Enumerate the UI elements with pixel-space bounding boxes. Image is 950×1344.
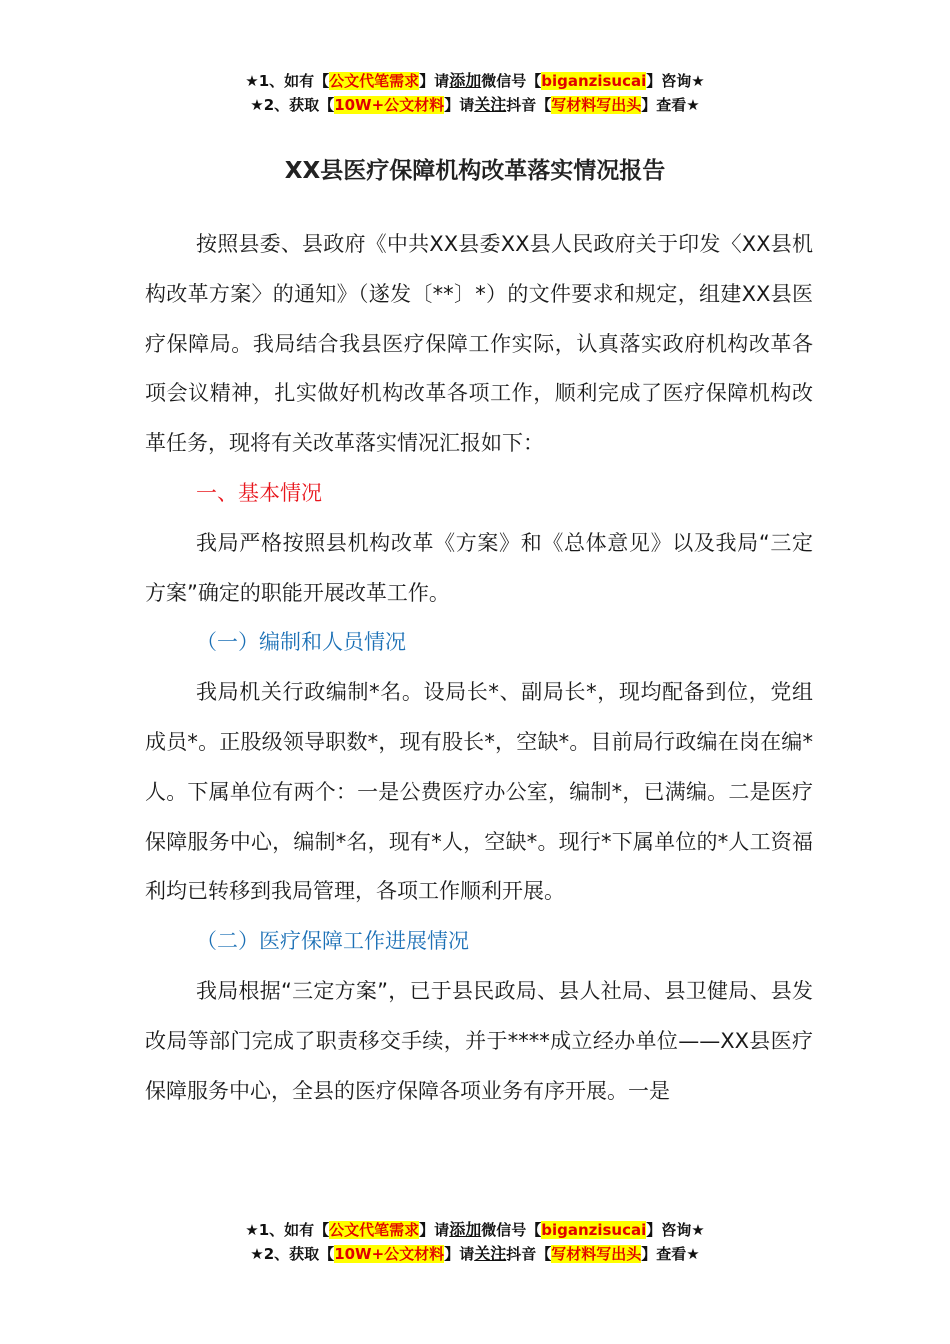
notice-line-2: ★2、获取【10W+公文材料】请关注抖音【写材料写出头】查看★ [250, 1244, 700, 1263]
section-heading: 一、基本情况 [196, 480, 322, 505]
highlight-douyin: 写材料写出头 [551, 1245, 642, 1263]
highlight-service: 公文代笔需求 [329, 72, 420, 90]
notice-line-2: ★2、获取【10W+公文材料】请关注抖音【写材料写出头】查看★ [250, 95, 700, 114]
notice-line-1: ★1、如有【公文代笔需求】请添加微信号【biganzisucai】咨询★ [245, 71, 705, 90]
intro-paragraph: 按照县委、县政府《中共XX县委XX县人民政府关于印发〈XX县机构改革方案〉的通知》（遂发〔**〕*）的文件要求和规定，组建XX县医疗保障局。我局结合我县医疗保障工作实际，认真落实政府机构改革各项会议精神，扎实做好机构改革各项工作，顺利完成了医疗保障机构改革任务，现将有关改革落实情况汇报如下： [145, 232, 813, 456]
document-title: XX县医疗保障机构改革落实情况报告 [284, 158, 666, 184]
highlight-materials: 10W+公文材料 [334, 96, 445, 114]
highlight-douyin: 写材料写出头 [551, 96, 642, 114]
body-paragraph: 我局机关行政编制*名。设局长*、副局长*，现均配备到位，党组成员*。正股级领导职数*，现有股长*，空缺*。目前局行政编在岗在编*人。下属单位有两个：一是公费医疗办公室，编制*，已满编。二是医疗保障服务中心，编制*名，现有*人，空缺*。现行*下属单位的*人工资福利均已转移到我局管理，各项工作顺利开展。 [145, 680, 813, 904]
highlight-service: 公文代笔需求 [329, 1221, 420, 1239]
highlight-wechat-id: biganzisucai [541, 72, 647, 90]
highlight-wechat-id: biganzisucai [541, 1221, 647, 1239]
body-paragraph: 我局根据“三定方案”，已于县民政局、县人社局、县卫健局、县发改局等部门完成了职责移交手续，并于****成立经办单位——XX县医疗保障服务中心，全县的医疗保障各项业务有序开展。一是 [145, 978, 813, 1103]
footer-notice [0, 1218, 950, 1266]
subsection-heading: （一）编制和人员情况 [196, 630, 406, 655]
subsection-heading: （二）医疗保障工作进展情况 [196, 929, 469, 954]
body-paragraph: 我局严格按照县机构改革《方案》和《总体意见》以及我局“三定方案”确定的职能开展改革工作。 [145, 530, 813, 605]
highlight-materials: 10W+公文材料 [334, 1245, 445, 1263]
header-notice [0, 69, 950, 117]
notice-line-1: ★1、如有【公文代笔需求】请添加微信号【biganzisucai】咨询★ [245, 1220, 705, 1239]
document-body [145, 220, 813, 1116]
